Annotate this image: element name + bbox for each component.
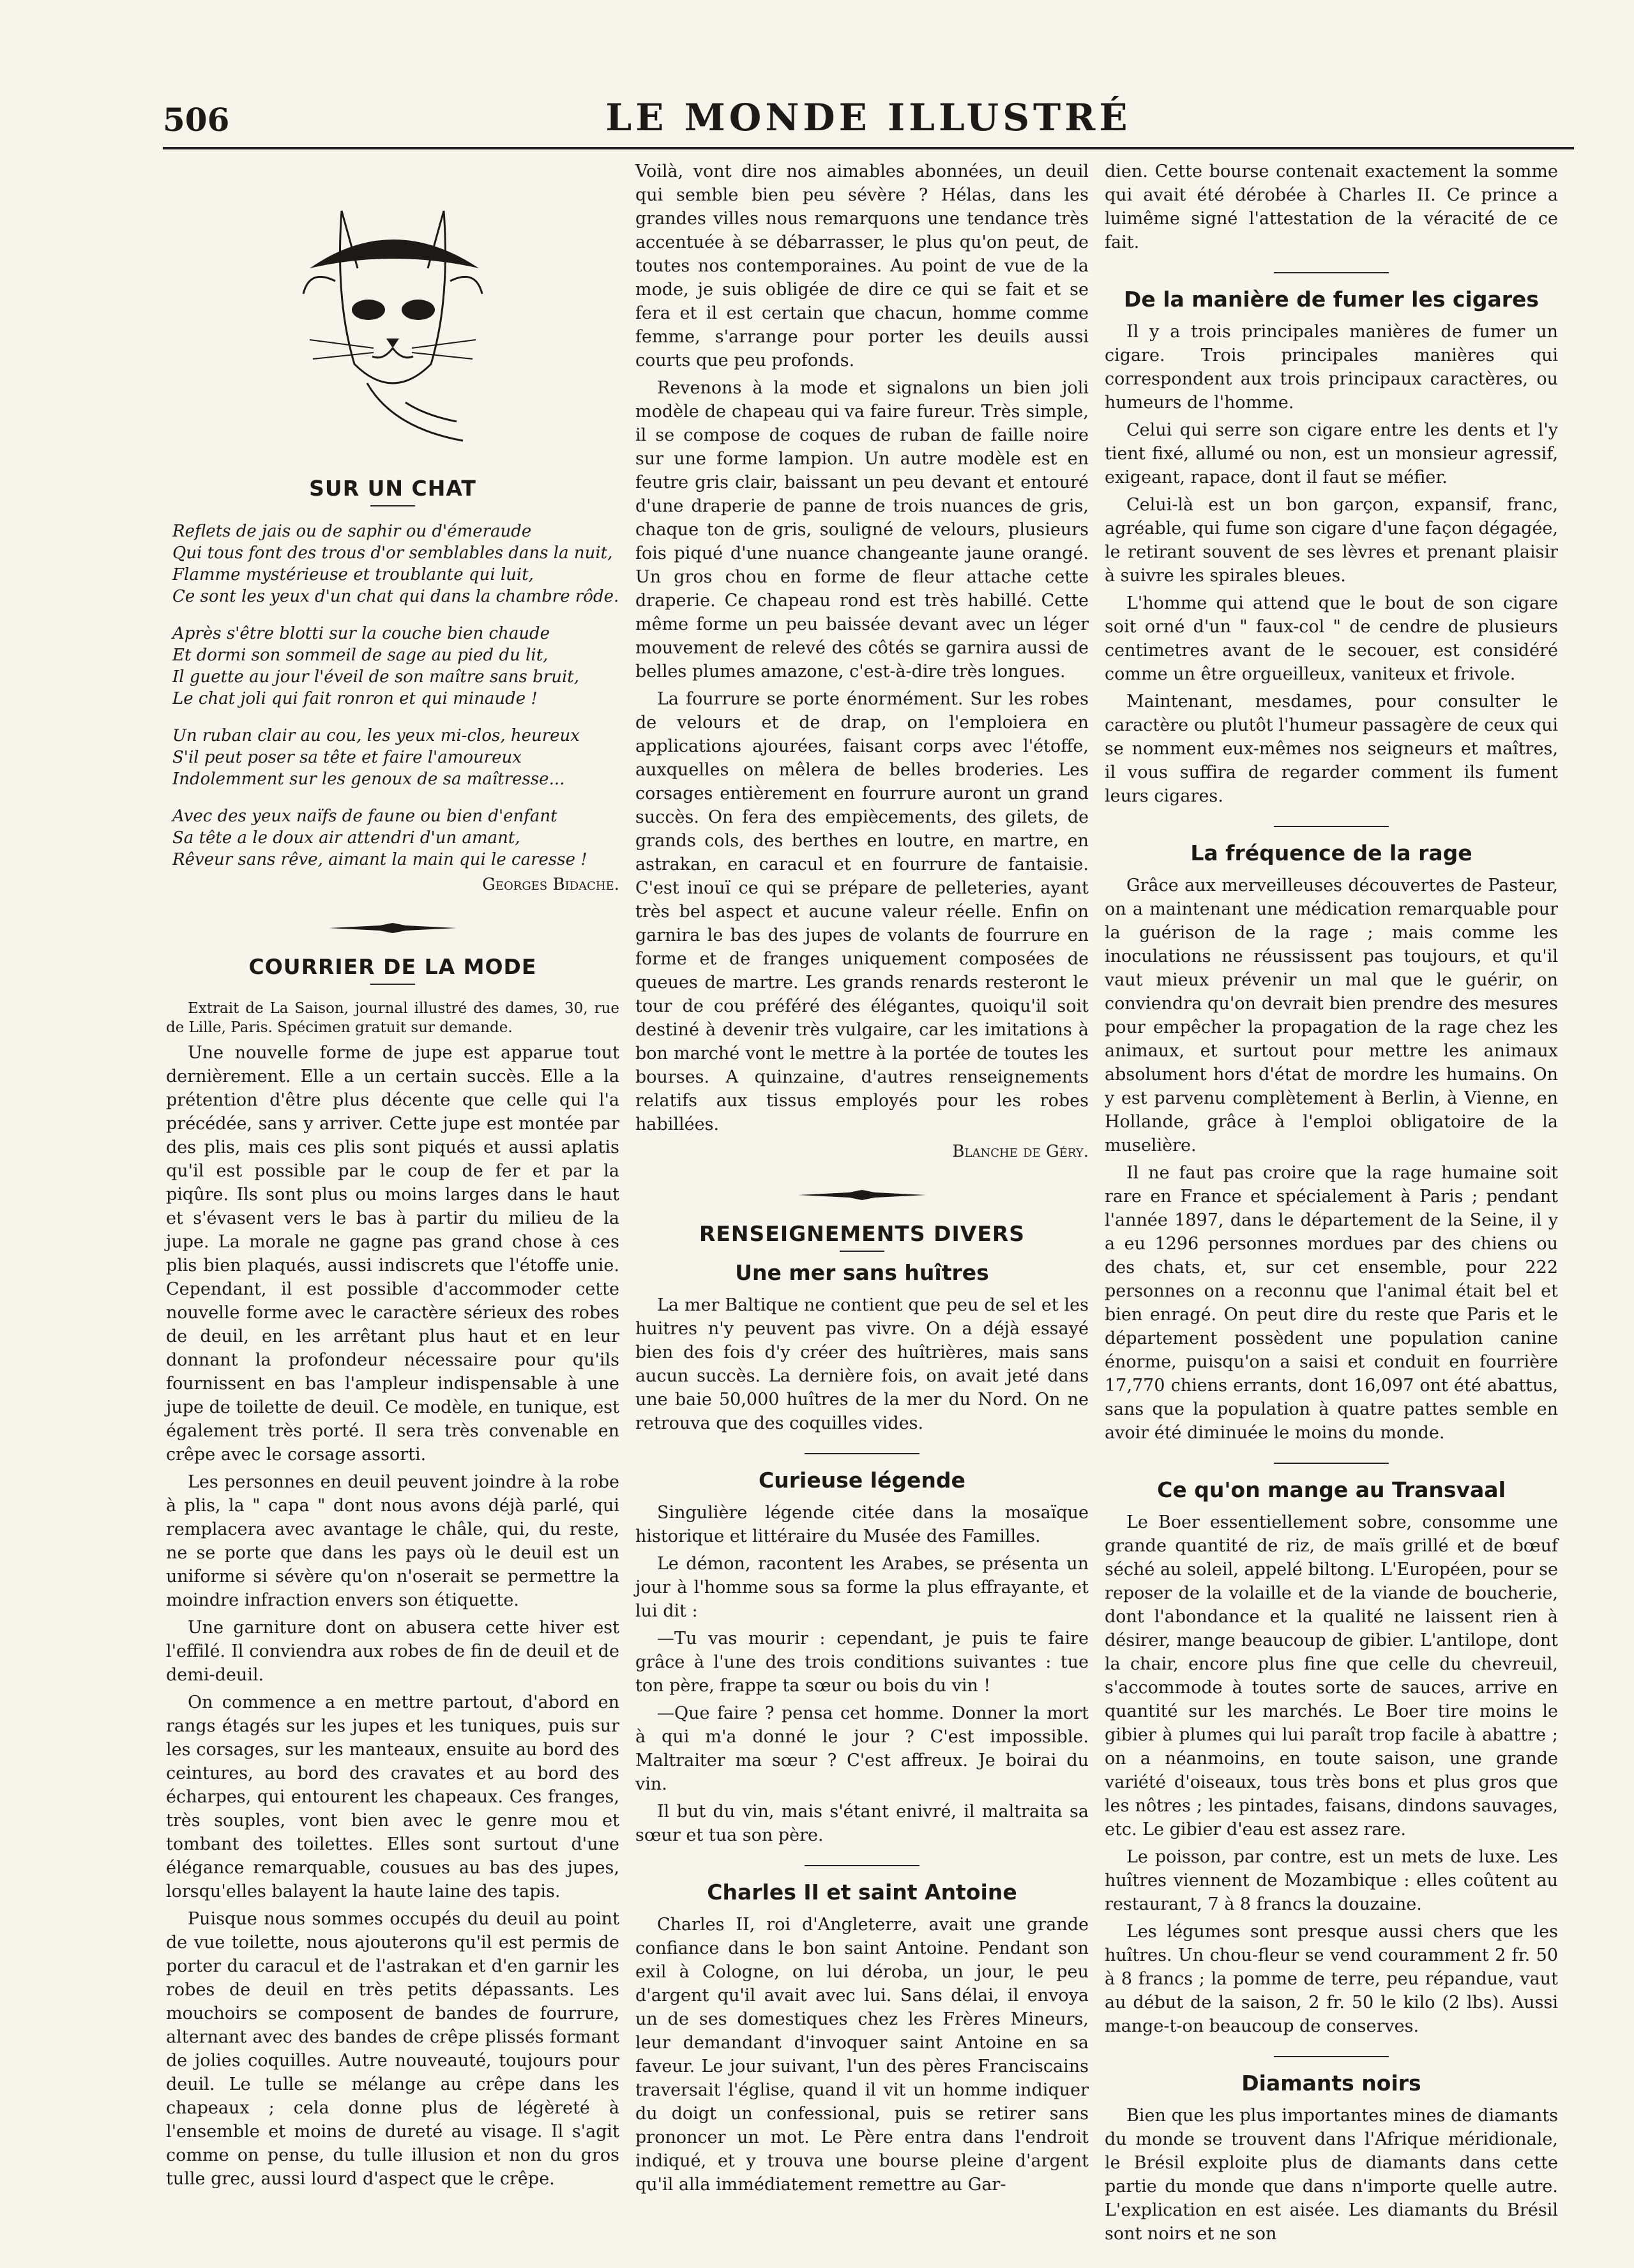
paragraph: Celui qui serre son cigare entre les dents et l'y tient fixé, allumé ou non, est un monsieur agressif, exigeant, rapace, dont il faut se méfier. xyxy=(1105,420,1558,487)
paragraph: Une garniture dont on abusera cette hiver est l'effilé. Il conviendra aux robes de fin de deuil et de demi-deuil. xyxy=(166,1618,619,1685)
paragraph: Singulière légende citée dans la mosaïque historique et littéraire du Musée des Familles. xyxy=(635,1503,1089,1546)
column-3 xyxy=(1105,160,1558,2244)
paragraph: Le Boer essentiellement sobre, consomme une grande quantité de riz, de maïs grillé et de bœuf séché au soleil, appelé biltong. L'Européen, pour se reposer de la volaille et de la viande de boucherie, dont l'abondance et la qualité ne laissent rien à désirer, mange beaucoup de gibier. L'antilope, dont la chair, encore plus fine que celle du chevreuil, s'accommode à toutes sorte de sauces, arrive en quantité sur les marchés. Le Boer tire moins le gibier à plumes qui lui paraît trop facile à abattre ; on a néanmoins, en toute saison, une grande variété d'oiseaux, tous très bons et plus gros que les nôtres ; les pintades, faisans, dindons sauvages, etc. Le gibier d'eau est assez rare. xyxy=(1105,1512,1558,1839)
rage-title: La fréquence de la rage xyxy=(1190,841,1472,865)
paragraph: L'homme qui attend que le bout de son cigare soit orné d'un " faux-col " de cendre de plusieurs centimetres avant de le secouer, est considéré comme un être orgueilleux, vaniteux et frivole. xyxy=(1105,593,1558,684)
poem-stanza xyxy=(172,521,619,607)
cat-head-icon xyxy=(297,172,488,453)
verse: Rêveur sans rêve, aimant la main qui le caresse ! xyxy=(172,850,587,869)
verse: Qui tous font des trous d'or semblables dans la nuit, xyxy=(172,544,613,563)
mode-source-note: Extrait de La Saison, journal illustré des dames, 30, rue de Lille, Paris. Spécimen gratuit sur demande. xyxy=(166,1000,619,1036)
paragraph: Une nouvelle forme de jupe est apparue tout dernièrement. Elle a un certain succès. Elle a la prétention d'être plus décente que celle qui l'a précédée, sans y arriver. Cette jupe est montée par des plis, mais ces plis sont piqués et aussi aplatis qu'il est possible par le coup de fer et par la piqûre. Ils sont plus ou moins larges dans le haut et s'évasent vers le bas à partir du milieu de la jupe. La morale ne gagne pas grand chose à ces plis bien plaqués, aussi indiscrets que l'étoffe unie. Cependant, il est possible d'accommoder cette nouvelle forme avec le caractère sérieux des robes de deuil, en les arrêtant plus haut et en leur donnant la profondeur nécessaire pour qu'ils fournissent en bas l'ampleur indispensable à une jupe de toilette de deuil. Ce modèle, en tunique, est également très porté. Il sera très convenable en crêpe avec le corsage assorti. xyxy=(166,1043,619,1465)
column-2 xyxy=(635,160,1089,2223)
divider xyxy=(1274,1463,1389,1464)
mode-signature: Blanche de Géry. xyxy=(952,1142,1089,1161)
paragraph: —Que faire ? pensa cet homme. Donner la mort à qui m'a donné le jour ? C'est impossible. Maltraiter ma sœur ? C'est affreux. Je boirai du vin. xyxy=(635,1703,1089,1794)
poem-stanza xyxy=(172,725,619,790)
paragraph: Bien que les plus importantes mines de diamants du monde se trouvent dans l'Afrique méridionale, le Brésil exploite plus de diamants dans cette partie du monde que dans n'importe quelle autre. L'explication en est aisée. Les diamants du Brésil sont noirs et ne son xyxy=(1105,2106,1558,2244)
paragraph: Les légumes sont presque aussi chers que les huîtres. Un chou-fleur se vend couramment 2 fr. 50 à 8 francs ; la pomme de terre, peu répandue, vaut au début de la saison, 2 fr. 50 le kilo (2 lbs). Aussi mange-t-on beaucoup de conserves. xyxy=(1105,1922,1558,2036)
verse: Un ruban clair au cou, les yeux mi-clos, heureux xyxy=(172,726,580,745)
masthead: LE MONDE ILLUSTRÉ xyxy=(605,96,1131,139)
paragraph: Maintenant, mesdames, pour consulter le caractère ou plutôt l'humeur passagère de ceux qui se nomment eux-mêmes nos seigneurs et maîtres, il vous suffira de regarder comment ils fument leurs cigares. xyxy=(1105,692,1558,806)
verse: Après s'être blotti sur la couche bien chaude xyxy=(172,624,550,643)
transvaal-title: Ce qu'on mange au Transvaal xyxy=(1157,1477,1506,1502)
divider xyxy=(1274,2056,1389,2057)
ornament-divider xyxy=(166,916,619,940)
paragraph: Le poisson, par contre, est un mets de luxe. Les huîtres viennent de Mozambique : elles coûtent au restaurant, 7 à 8 francs la douzaine. xyxy=(1105,1847,1558,1914)
verse: Ce sont les yeux d'un chat qui dans la chambre rôde. xyxy=(172,587,619,606)
verse: Sa tête a le doux air attendri d'un amant, xyxy=(172,828,520,848)
paragraph: Charles II, roi d'Angleterre, avait une grande confiance dans le bon saint Antoine. Pendant son exil à Cologne, on lui déroba, un jour, le peu d'argent qu'il avait avec lui. Sans délai, il envoya un de ses domestiques chez les Frères Mineurs, leur demandant d'invoquer saint Antoine en sa faveur. Le jour suivant, l'un des pères Franciscains traversait l'église, quand il vit un homme indiquer du doigt un confessional, puis se retirer sans prononcer un mot. Le Père entra dans l'endroit indiqué, et y trouva une bourse pleine d'argent qu'il alla immédiatement remettre au Gar- xyxy=(635,1915,1089,2195)
legende-title: Curieuse légende xyxy=(759,1468,965,1493)
paragraph: Grâce aux merveilleuses découvertes de Pasteur, on a maintenant une médication remarquable pour la guérison de la rage ; mais comme les inoculations ne réussissent pas toujours, et qu'il vaut mieux prévenir un mal que le guérir, on conviendra qu'on devrait bien prendre des mesures pour empêcher la propagation de la rage chez les animaux, et surtout pour mettre les animaux absolument hors d'état de mordre les humains. On y est parvenu complètement à Berlin, à Vienne, en Hollande, grâce à l'emploi obligatoire de la muselière. xyxy=(1105,876,1558,1155)
verse: S'il peut poser sa tête et faire l'amoureux xyxy=(172,748,522,767)
verse: Flamme mystérieuse et troublante qui luit, xyxy=(172,565,534,584)
divider xyxy=(1274,272,1389,273)
column-1 xyxy=(166,160,619,2223)
verse: Indolemment sur les genoux de sa maîtresse... xyxy=(172,770,565,789)
verse: Le chat joli qui fait ronron et qui minaude ! xyxy=(172,689,538,708)
paragraph: Les personnes en deuil peuvent joindre à la robe à plis, la " capa " dont nous avons déjà parlé, qui remplacera avec avantage le châle, qui, du reste, ne se porte que dans les pays où le deuil est un uniforme si sévère qu'on n'oserait se permettre la moindre infraction envers son étiquette. xyxy=(166,1472,619,1610)
paragraph: La fourrure se porte énormément. Sur les robes de velours et de drap, on l'emploiera en applications ajourées, faisant corps avec l'étoffe, auxquelles on mêlera de belles broderies. Les corsages entièrement en fourrure auront un grand succès. On fera des empiècements, des gilets, de grands cols, des berthes en loutre, en martre, en astrakan, en caracul et en fourrure de fantaisie. C'est inouï ce qui se prépare de pelleteries, ayant très bel aspect et aucune valeur réelle. Enfin on garnira le bas des jupes de volants de fourrure en forme et de franges uniquement composées de queues de martre. Les grands renards resteront le tour de cou préféré des élégantes, quoiqu'il soit destiné à devenir très vulgaire, car les imitations à bon marché vont le mettre à la portée de toutes les bourses. A quinzaine, d'autres renseignements relatifs aux tissus employés pour les robes habillées. xyxy=(635,689,1089,1134)
paragraph: Voilà, vont dire nos aimables abonnées, un deuil qui semble bien peu sévère ? Hélas, dans les grandes villes nous remarquons une tendance très accentuée à se débarrasser, le plus qu'on peut, de toutes nos contemporaines. Au point de vue de la mode, je suis obligée de dire ce qui se fait et se fera et il est certain que chacun, homme comme femme, s'arrange pour porter les deuils aussi courts que peu profonds. xyxy=(635,162,1089,370)
verse: Reflets de jais ou de saphir ou d'émeraude xyxy=(172,522,532,541)
paragraph: Il but du vin, mais s'étant enivré, il maltraita sa sœur et tua son père. xyxy=(635,1802,1089,1845)
page-header xyxy=(163,89,1574,149)
diamants-title: Diamants noirs xyxy=(1241,2071,1421,2096)
paragraph: Puisque nous sommes occupés du deuil au point de vue toilette, nous ajouterons qu'il est permis de porter du caracul et de l'astrakan et d'en garnir les robes de deuil en très petits dépassants. Les mouchoirs se composent de bandes de fourrure, alternant avec des bandes de crêpe plissés formant de jolies coquilles. Autre nouveauté, toujours pour deuil. Le tulle se mélange au crêpe dans les chapeaux ; cela donne plus de légèreté à l'ensemble et moins de dureté au visage. Il s'agit comme on pense, du tulle illusion et non du gros tulle grec, aussi lourd d'aspect que le crêpe. xyxy=(166,1909,619,2189)
paragraph: Il y a trois principales manières de fumer un cigare. Trois principales manières qui correspondent aux trois principaux caractères, ou humeurs de l'homme. xyxy=(1105,322,1558,413)
divider xyxy=(1274,826,1389,827)
paragraph: Revenons à la mode et signalons un bien joli modèle de chapeau qui va faire fureur. Très simple, il se compose de coques de ruban de faille noire sur une forme lampion. Un autre modèle est en feutre gris clair, baissant un peu devant et entouré d'une draperie de panne de trois nuances de gris, chaque ton de gris, souligné de velours, plusieurs fois piqué d'une nuance changeante jaune orangé. Un gros chou en forme de fleur attache cette draperie. Ce chapeau rond est très habillé. Cette même forme un peu baissée devant avec un léger mouvement de relevé des côtés se garnira aussi de belles plumes amazone, c'est-à-dire très longues. xyxy=(635,378,1089,681)
verse: Il guette au jour l'éveil de son maître sans bruit, xyxy=(172,667,579,687)
cat-illustration xyxy=(166,172,619,466)
huitres-title: Une mer sans huîtres xyxy=(735,1260,989,1285)
divider xyxy=(840,1251,884,1252)
poem-signature: Georges Bidache. xyxy=(482,875,619,894)
charles-title: Charles II et saint Antoine xyxy=(707,1880,1017,1905)
poem xyxy=(172,521,619,871)
poem-title: SUR UN CHAT xyxy=(309,476,476,501)
page-number: 506 xyxy=(163,101,230,139)
verse: Avec des yeux naïfs de faune ou bien d'enfant xyxy=(172,807,557,826)
renseignements-title: RENSEIGNEMENTS DIVERS xyxy=(699,1221,1025,1246)
divider xyxy=(370,505,415,506)
paragraph: Le démon, racontent les Arabes, se présenta un jour à l'homme sous sa forme la plus effrayante, et lui dit : xyxy=(635,1554,1089,1621)
mode-title: COURRIER DE LA MODE xyxy=(248,954,537,979)
paragraph: On commence a en mettre partout, d'abord en rangs étagés sur les jupes et les tuniques, puis sur les corsages, sur les manteaux, ensuite au bord des ceintures, au bord des cravates et au bord des écharpes, qui entourent les chapeaux. Ces franges, très souples, vont bien avec le genre mou et tombant des toilettes. Elles sont surtout d'une élégance remarquable, cousues au bas des jupes, lorsqu'elles balayent la haute laine des tapis. xyxy=(166,1693,619,1901)
poem-stanza xyxy=(172,623,619,710)
verse: Et dormi son sommeil de sage au pied du lit, xyxy=(172,646,548,665)
paragraph: Il ne faut pas croire que la rage humaine soit rare en France et spécialement à Paris ; pendant l'année 1897, dans le département de la Seine, il y a eu 1296 personnes mordues par des chiens ou des chats, et, sur cet ensemble, pour 222 personnes on a reconnu que l'animal était bel et bien enragé. On peut dire du reste que Paris et le département possèdent une population canine énorme, puisqu'on a saisi et conduit en fourrière 17,770 chiens errants, dont 16,097 ont été abattus, sans que la population à quatre pattes semble en avoir été diminuée le moins du monde. xyxy=(1105,1163,1558,1443)
poem-stanza xyxy=(172,805,619,871)
ornament-divider xyxy=(635,1183,1089,1206)
divider xyxy=(805,1865,919,1866)
paragraph: —Tu vas mourir : cependant, je puis te faire grâce à l'une des trois conditions suivantes : tue ton père, frappe ta sœur ou bois du vin ! xyxy=(635,1629,1089,1696)
paragraph: Celui-là est un bon garçon, expansif, franc, agréable, qui fume son cigare d'une façon dégagée, le retirant souvent de ses lèvres et prenant plaisir à suivre les spirales bleues. xyxy=(1105,495,1558,586)
paragraph: dien. Cette bourse contenait exactement la somme qui avait été dérobée à Charles II. Ce prince a luimême signé l'attestation de la véracité de ce fait. xyxy=(1105,162,1558,252)
divider xyxy=(805,1453,919,1454)
cigares-title: De la manière de fumer les cigares xyxy=(1123,287,1539,312)
divider xyxy=(370,984,415,985)
paragraph: La mer Baltique ne contient que peu de sel et les huitres n'y peuvent pas vivre. On a déjà essayé bien des fois d'y créer des huîtrières, mais sans aucun succès. La dernière fois, on avait jeté dans une baie 50,000 huîtres de la mer du Nord. On ne retrouva que des coquilles vides. xyxy=(635,1295,1089,1433)
